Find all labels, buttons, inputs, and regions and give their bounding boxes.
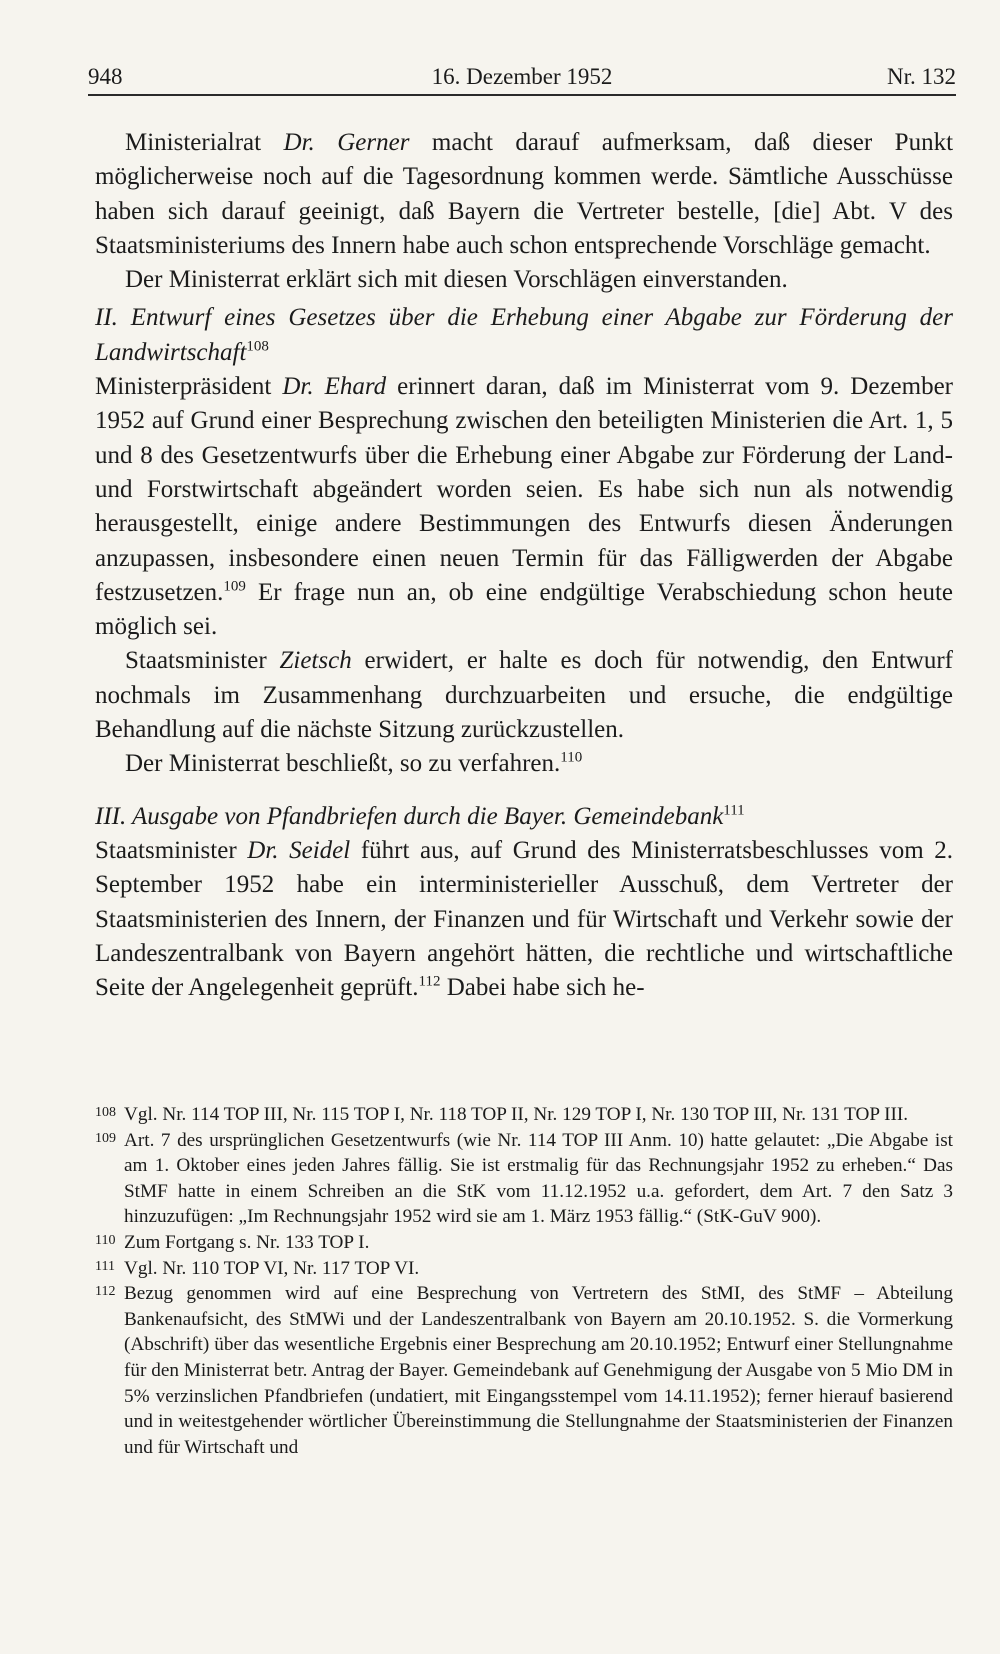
- page-number: 948: [88, 64, 123, 89]
- footnote-ref[interactable]: 109: [223, 578, 246, 595]
- paragraph-zietsch: [95, 644, 953, 747]
- footnote: [95, 1230, 953, 1256]
- text-run: Ministerialrat: [125, 129, 284, 156]
- text-run: führt aus, auf Grund des Ministerratsbeschlusses vom 2. September 1952 habe ein interministerieller Ausschuß, dem Vertreter der Staatsministerien des Innern, der Finanzen und für Wirtschaft und Verkehr sowie der Landeszentralbank von Bayern angehört hätten, die rechtliche und wirtschaftliche Seite der Angelegenheit geprüft.: [95, 836, 953, 1002]
- footnote-text: Zum Fortgang s. Nr. 133 TOP I.: [124, 1231, 370, 1253]
- paragraph-decision-2: [95, 747, 953, 781]
- text-run: macht darauf aufmerksam, daß dieser Punkt möglicherweise noch auf die Tagesordnung kommen werde. Sämtliche Ausschüsse haben sich darauf geeinigt, daß Bayern die Vertreter bestelle, [die] Abt. V des Staatsministeriums des Innern habe auch schon entsprechende Vorschläge gemacht.: [95, 129, 954, 259]
- text-run: Der Ministerrat beschließt, so zu verfahren.: [125, 750, 561, 778]
- paragraph-ehard: [95, 370, 953, 644]
- footnote-text: Art. 7 des ursprünglichen Gesetzentwurfs (wie Nr. 114 TOP III Anm. 10) hatte gelautet: „Die Abgabe ist am 1. Oktober eines jeden Jahres fällig. Sie ist erstmalig für das Rechnungsjahr 1952 zu erheben.“ Das StMF hatte in einem Schreiben an die StK vom 11.12.1952 u.a. gefordert, dem Art. 7 den Satz 3 hinzuzufügen: „Im Rechnungsjahr 1952 wird sie am 1. März 1953 fällig.“ (StK-GuV 900).: [124, 1129, 953, 1228]
- text-run: Staatsminister: [125, 647, 280, 675]
- paragraph-decision-1: Der Ministerrat erklärt sich mit diesen Vorschlägen einverstanden.: [125, 266, 788, 294]
- footnote-ref[interactable]: 112: [418, 973, 441, 990]
- text-run: erinnert daran, daß im Ministerrat vom 9. Dezember 1952 auf Grund einer Besprechung zwischen den beteiligten Ministerien die Art. 1, 5 und 8 des Gesetzentwurfs über die Erhebung einer Abgabe zur Förderung der Land- und Forstwirtschaft abgeändert worden seien. Es habe sich nun als notwendig herausgestellt, einige andere Bestimmungen des Entwurfs diesen Änderungen anzupassen, insbesondere einen neuen Termin für das Fälligwerden der Abgabe festzusetzen.: [95, 373, 954, 606]
- person-name: Dr. Ehard: [282, 373, 387, 401]
- text-run: erwidert, er halte es doch für notwendig, den Entwurf nochmals im Zusammenhang durchzuarbeiten und ersuche, die endgültige Behandlung auf die nächste Sitzung zurückzustellen.: [95, 647, 953, 744]
- footnote-number: 108: [95, 1105, 116, 1120]
- footnote: [95, 1281, 953, 1460]
- section-title: II. Entwurf eines Gesetzes über die Erhebung einer Abgabe zur Förderung der Landwirtschaft: [95, 304, 953, 366]
- footnote-ref[interactable]: 108: [246, 338, 269, 355]
- paragraph-gerner: [95, 126, 953, 263]
- page-header: [88, 62, 956, 96]
- main-text: [95, 126, 953, 1005]
- footnotes: [95, 1102, 953, 1460]
- document-number: Nr. 132: [887, 64, 956, 89]
- paragraph-seidel: [95, 834, 953, 1005]
- text-run: Dabei habe sich he-: [440, 974, 645, 1002]
- footnote-text: Bezug genommen wird auf eine Besprechung von Vertretern des StMI, des StMF – Abteilung Bankenaufsicht, des StMWi und der Landeszentralbank von Bayern am 20.10.1952. S. die Vormerkung (Abschrift) über das wesentliche Ergebnis einer Besprechung am 20.10.1952; Entwurf einer Stellungnahme für den Ministerrat betr. Antrag der Bayer. Gemeindebank auf Genehmigung der Ausgabe von 5 Mio DM in 5% verzinslichen Pfandbriefen (undatiert, mit Eingangsstempel vom 14.11.1952); ferner hierauf basierend und in weitestgehender wörtlicher Übereinstimmung die Stellungnahme der Staatsministerien der Finanzen und für Wirtschaft und: [124, 1283, 953, 1458]
- footnote-number: 112: [95, 1284, 116, 1300]
- footnote-text: Vgl. Nr. 114 TOP III, Nr. 115 TOP I, Nr. 118 TOP II, Nr. 129 TOP I, Nr. 130 TOP III, Nr. 131 TOP III.: [124, 1104, 909, 1125]
- footnote: [95, 1102, 953, 1128]
- footnote-text: Vgl. Nr. 110 TOP VI, Nr. 117 TOP VI.: [124, 1257, 420, 1279]
- footnote: [95, 1256, 953, 1282]
- section-heading-ii: [95, 301, 953, 370]
- person-name: Zietsch: [279, 647, 352, 675]
- text-run: Ministerpräsident: [95, 373, 283, 401]
- footnote-number: 111: [95, 1258, 115, 1274]
- section-heading-iii: [95, 800, 953, 834]
- header-date: 16. Dezember 1952: [431, 64, 613, 89]
- footnote-ref[interactable]: 110: [560, 750, 583, 767]
- footnote-number: 110: [95, 1232, 116, 1248]
- text-run: Er frage nun an, ob eine endgültige Verabschiedung schon heute möglich sei.: [95, 578, 953, 641]
- footnote: [95, 1128, 953, 1230]
- footnote-number: 109: [95, 1130, 116, 1146]
- text-run: Staatsminister: [95, 836, 248, 864]
- person-name: Dr. Seidel: [247, 836, 351, 864]
- footnote-ref[interactable]: 111: [723, 802, 745, 819]
- person-name: Dr. Gerner: [283, 129, 410, 156]
- section-title: III. Ausgabe von Pfandbriefen durch die Bayer. Gemeindebank: [95, 802, 724, 830]
